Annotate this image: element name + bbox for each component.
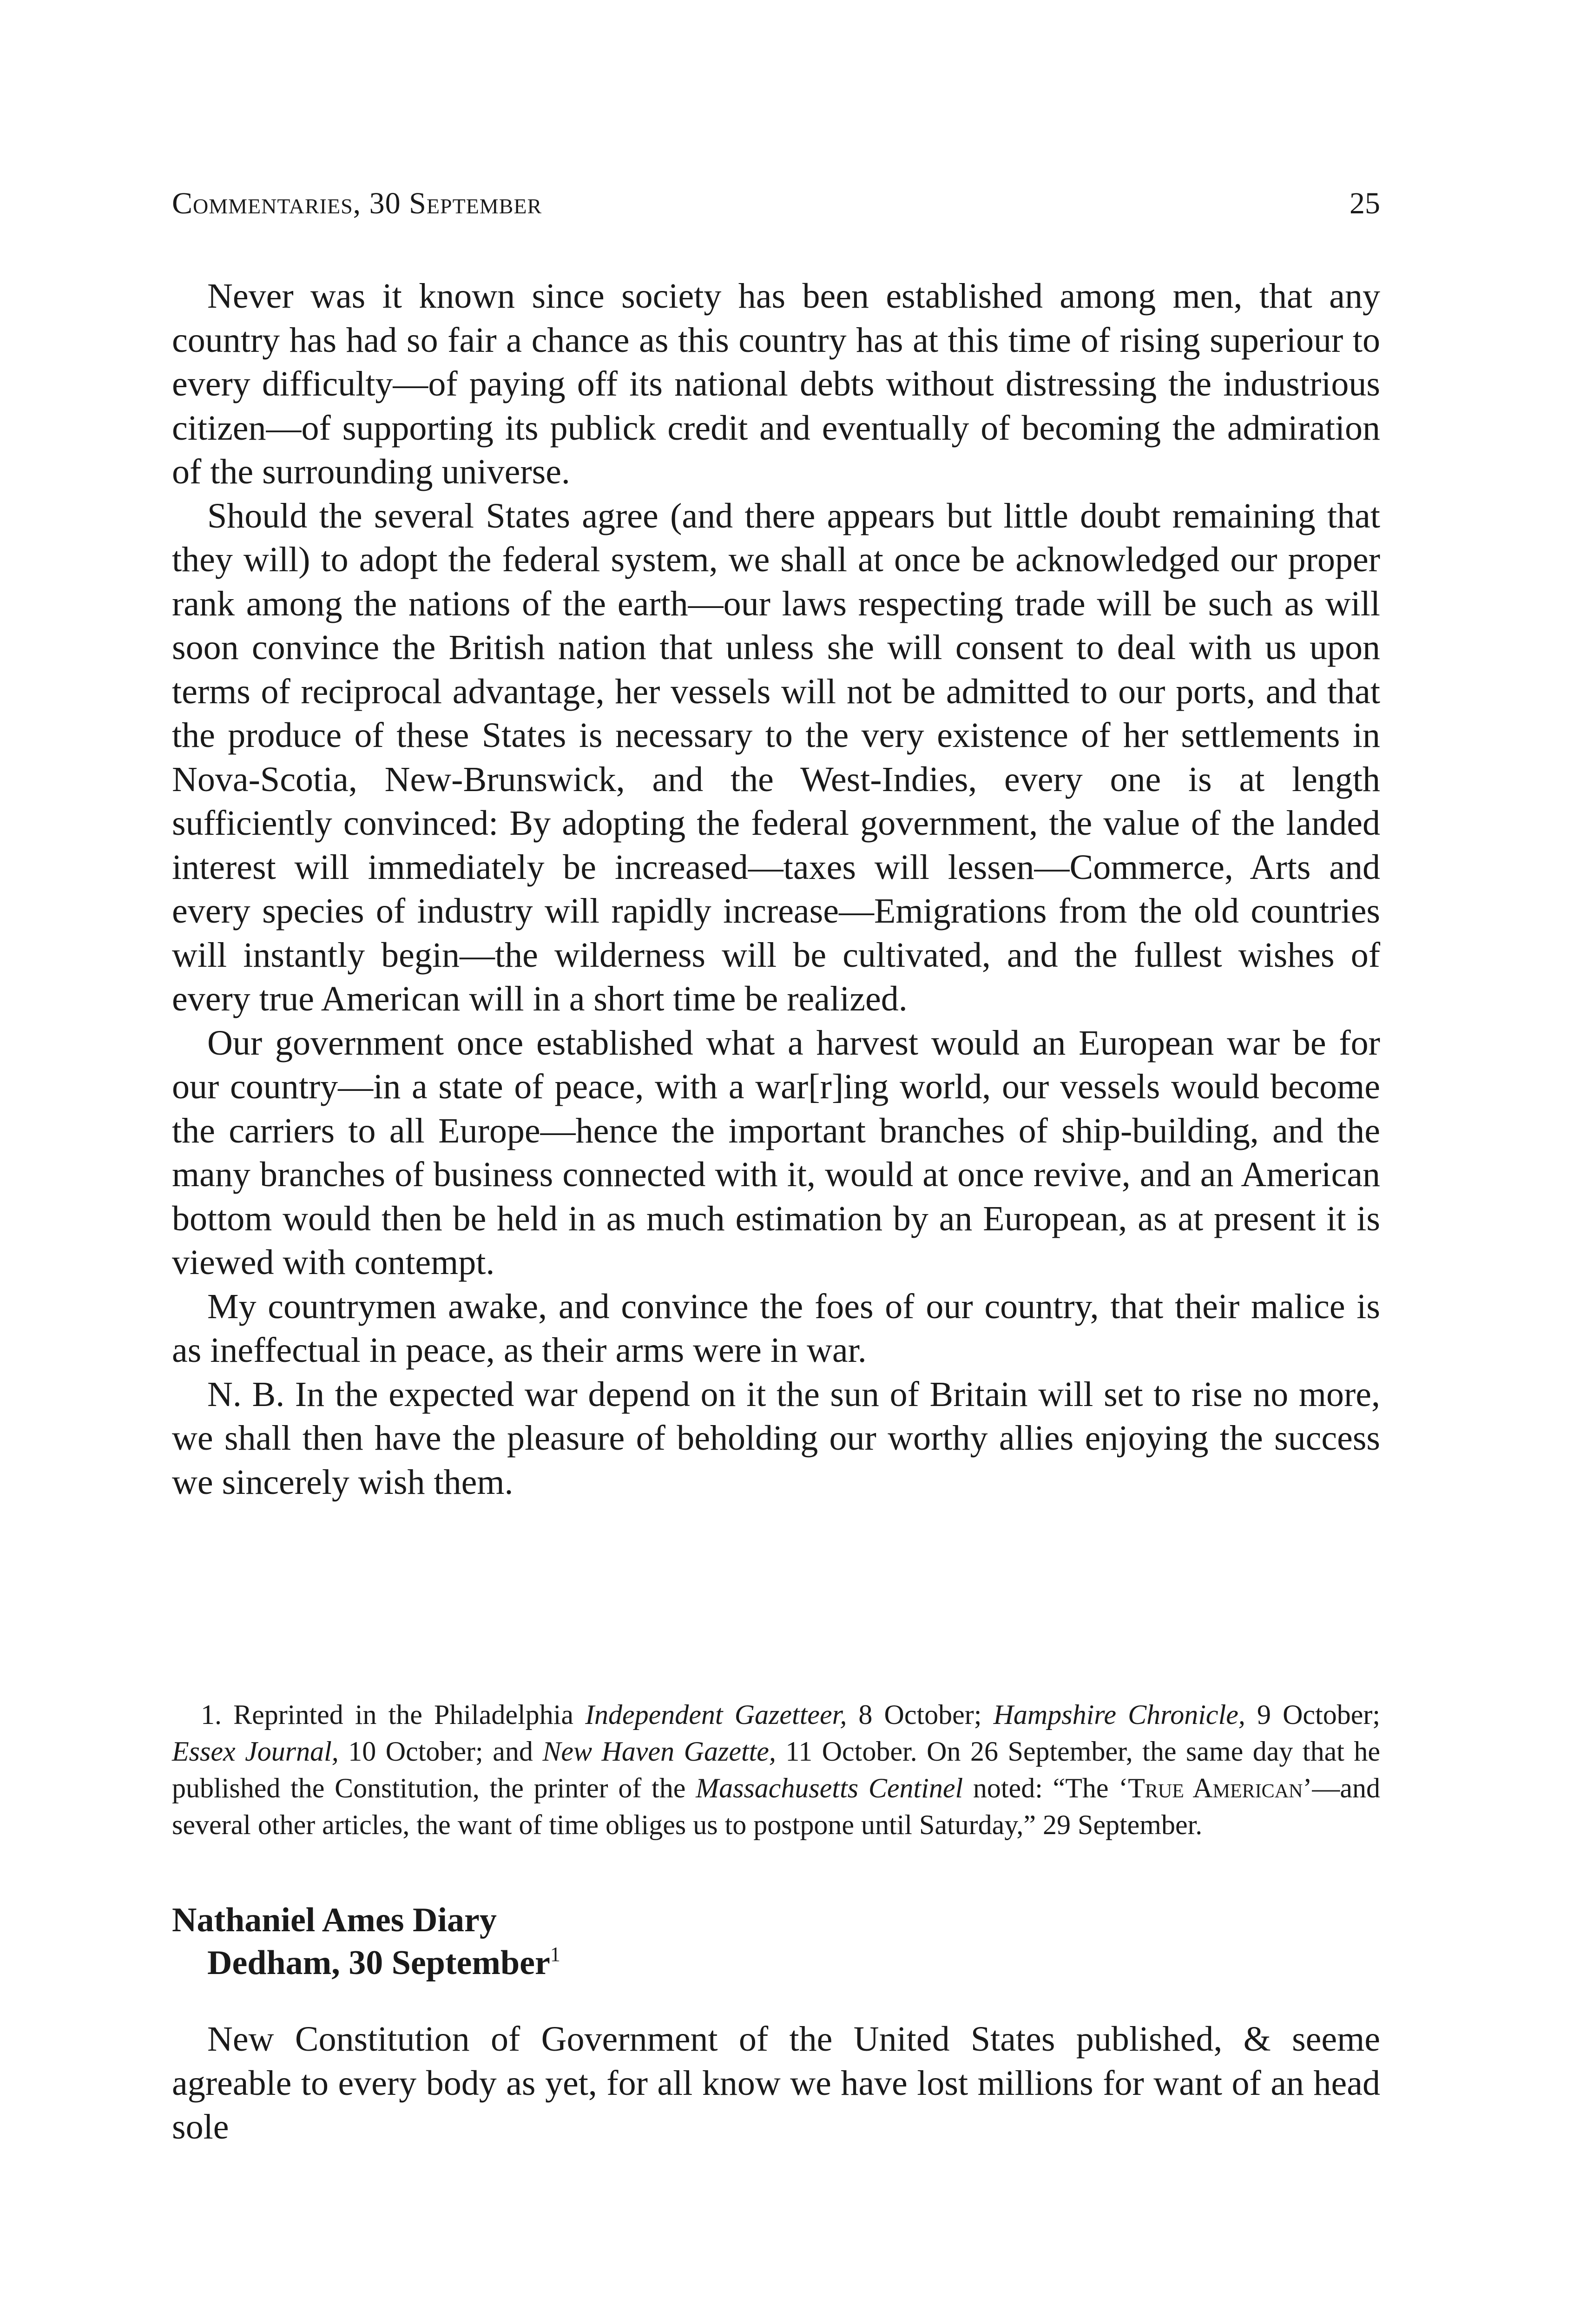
footnote-run: ’—and several other articles, the want of time obliges us to postpone until Saturday,” 29 September. <box>172 1773 1380 1840</box>
footnote-publication: Independent Gazetteer, <box>585 1699 847 1730</box>
diary-heading-date-text: Dedham, 30 September <box>207 1944 550 1982</box>
footnote-run: noted: “The ‘ <box>963 1773 1128 1803</box>
footnote-run: 8 October; <box>847 1699 994 1730</box>
article-body <box>172 274 1380 1504</box>
footnote-publication: Hampshire Chronicle, <box>993 1699 1245 1730</box>
diary-entry <box>172 2017 1380 2149</box>
footnote-text <box>172 1697 1380 1843</box>
footnote-run: 11 October. On 26 September, the same day that he published the Constitution, the printer of the <box>172 1736 1381 1803</box>
diary-heading-place-date <box>172 1941 1380 1984</box>
paragraph: Should the several States agree (and there appears but little doubt remaining that they will) to adopt the federal system, we shall at once be acknowledged our proper rank among the nations of the earth—our laws respecting trade will be such as will soon convince the British nation that unless she will consent to deal with us upon terms of reciprocal advantage, her vessels will not be admitted to our ports, and that the produce of these States is necessary to the very existence of her settlements in Nova-Scotia, New-Brunswick, and the West-Indies, every one is at length sufficiently convinced: By adopting the federal government, the value of the landed interest will immediately be increased—taxes will lessen—Commerce, Arts and every species of industry will rapidly increase—Emigrations from the old countries will instantly begin—the wilderness will be cultivated, and the fullest wishes of every true American will in a short time be realized. <box>172 496 1380 1018</box>
document-page <box>172 0 1380 2324</box>
footnote-reference: 1 <box>550 1943 560 1966</box>
paragraph: Our government once established what a harvest would an European war be for our country—in a state of peace, with a war[r]ing world, our vessels would become the carriers to all Europe—hence the important branches of ship-building, and the many branches of business connected with it, would at once revive, and an American bottom would then be held in as much estimation by an European, as at present it is viewed with contempt. <box>172 1023 1380 1282</box>
paragraph: My countrymen awake, and convince the foes of our country, that their malice is as ineffectual in peace, as their arms were in war. <box>172 1287 1380 1370</box>
footnote-run: 9 October; <box>1245 1699 1381 1730</box>
footnote-run: 10 October; and <box>338 1736 543 1767</box>
footnote-run: 1. Reprinted in the Philadelphia <box>201 1699 586 1730</box>
footnote-small-caps: True American <box>1128 1773 1303 1803</box>
running-head-title: Commentaries, 30 September <box>172 186 542 220</box>
paragraph: N. B. In the expected war depend on it the sun of Britain will set to rise no more, we shall then have the pleasure of beholding our worthy allies enjoying the success we sincerely wish them. <box>172 1374 1380 1502</box>
diary-heading-title: Nathaniel Ames Diary <box>172 1901 497 1939</box>
footnote-publication: Essex Journal, <box>172 1736 339 1767</box>
page-number: 25 <box>1350 186 1380 220</box>
running-head <box>172 185 1380 222</box>
footnote-publication: Massachusetts Centinel <box>696 1773 963 1803</box>
footnote <box>172 1697 1380 1843</box>
diary-paragraph: New Constitution of Government of the United States published, & seeme agreable to every body as yet, for all know we have lost millions for want of an head sole <box>172 2020 1380 2146</box>
footnote-publication: New Haven Gazette, <box>542 1736 776 1767</box>
paragraph: Never was it known since society has been established among men, that any country has had so fair a chance as this country has at this time of rising superiour to every difficulty—of paying off its national debts without distressing the industrious citizen—of supporting its publick credit and eventually of becoming the admiration of the surrounding universe. <box>172 277 1380 491</box>
diary-heading <box>172 1899 1380 1984</box>
